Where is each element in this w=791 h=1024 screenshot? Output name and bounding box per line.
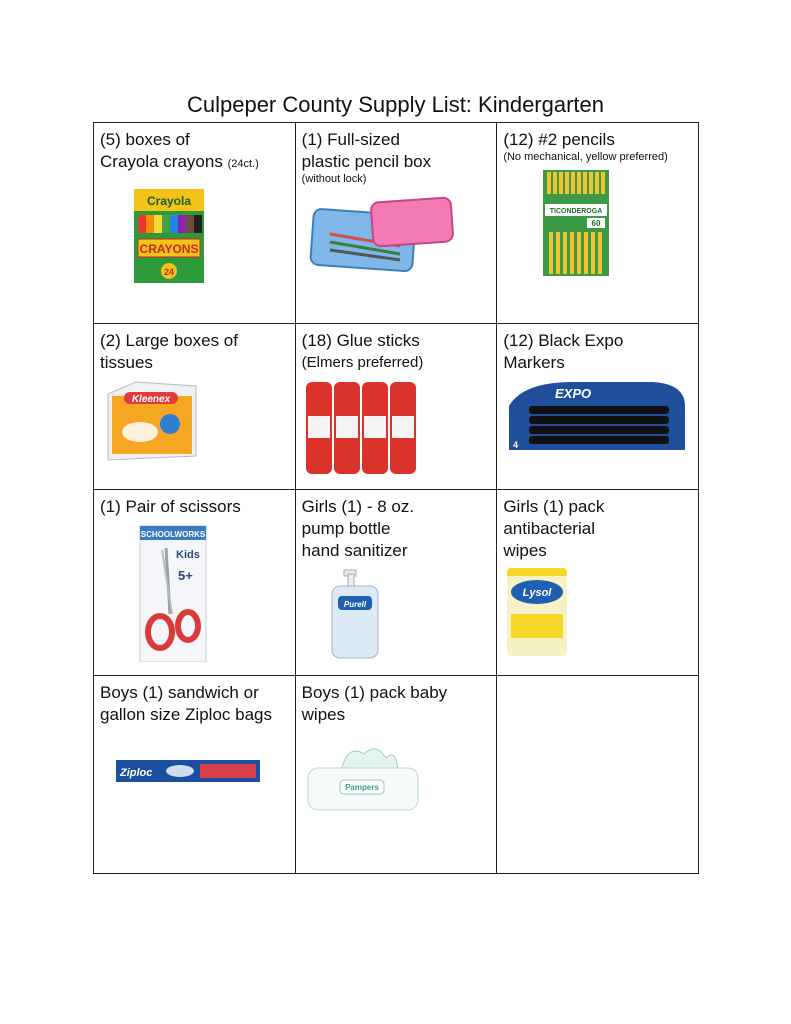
item-text: antibacterial [503, 518, 595, 538]
item-text: (1) Full-sized [301, 130, 400, 149]
item-text: Girls (1) - 8 oz. [301, 496, 415, 516]
ticonderoga-brand: TICONDEROGA [550, 208, 603, 215]
expo-brand: EXPO [555, 386, 592, 402]
ziploc-bags-image [100, 756, 290, 816]
item-note: (without lock) [301, 173, 367, 185]
item-note: (24ct.) [227, 158, 259, 170]
supply-item-scissors [94, 489, 296, 675]
item-text: Crayola crayons [100, 152, 223, 171]
kleenex-brand: Kleenex [131, 394, 171, 406]
pencil-box-image [302, 194, 492, 284]
item-text: (18) Glue sticks [301, 331, 420, 351]
item-text: Boys (1) pack baby [301, 683, 448, 702]
supply-item-pencils [497, 123, 699, 324]
page-title: Culpeper County Supply List: Kindergarten [186, 92, 605, 117]
supply-item-antibacterial-wipes [497, 489, 699, 675]
elmers-glue-sticks-image [302, 376, 492, 476]
supply-item-glue-sticks [295, 324, 497, 490]
ticonderoga-pencils-image [503, 166, 693, 278]
scissors-kids-label: Kids [176, 548, 200, 561]
kleenex-tissues-image [100, 376, 290, 466]
lysol-wipes-image [503, 564, 693, 660]
supply-item-baby-wipes [295, 676, 497, 874]
schoolworks-scissors-image [100, 522, 290, 662]
expo-count: 4 [513, 440, 519, 451]
item-text: wipes [503, 540, 547, 560]
supply-item-crayons [94, 123, 296, 324]
crayola-name: CRAYONS [139, 242, 199, 256]
crayola-count: 24 [163, 267, 175, 277]
schoolworks-brand: SCHOOLWORKS [140, 529, 206, 539]
pampers-brand: Pampers [344, 783, 379, 792]
item-text: Markers [503, 353, 565, 373]
supply-item-hand-sanitizer [295, 489, 497, 675]
item-text: plastic pencil box [301, 152, 432, 171]
item-text: hand sanitizer [301, 540, 408, 560]
lysol-brand: Lysol [522, 586, 552, 599]
item-text: (1) Pair of scissors [100, 496, 241, 516]
purell-sanitizer-image [302, 566, 492, 662]
crayola-crayons-image [100, 183, 290, 293]
supply-item-tissues [94, 324, 296, 490]
supply-item-empty [497, 676, 699, 874]
item-text: Boys (1) sandwich or [100, 683, 259, 702]
item-text: (12) #2 pencils [503, 130, 615, 149]
item-text: (2) Large boxes of [100, 331, 238, 351]
crayola-brand: Crayola [146, 194, 192, 208]
pampers-wipes-image [302, 738, 492, 828]
ziploc-brand: Ziploc [120, 767, 153, 779]
item-text: (Elmers preferred) [301, 354, 424, 372]
item-text: wipes [301, 705, 346, 724]
purell-brand: Purell [343, 599, 366, 609]
item-text: Girls (1) pack [503, 496, 605, 516]
item-text: tissues [100, 353, 153, 373]
item-note: (No mechanical, yellow preferred) [503, 151, 668, 163]
item-text: (12) Black Expo [503, 331, 624, 351]
item-text: (5) boxes of [100, 130, 190, 149]
expo-markers-image [503, 376, 693, 456]
ticonderoga-count: 60 [591, 219, 601, 228]
supply-item-ziploc-bags [94, 676, 296, 874]
supply-item-pencil-box [295, 123, 497, 324]
scissors-age-label: 5+ [178, 567, 193, 583]
supply-grid [93, 122, 699, 874]
item-text: gallon size Ziploc bags [100, 705, 272, 724]
item-text: pump bottle [301, 518, 391, 538]
supply-item-expo-markers [497, 324, 699, 490]
